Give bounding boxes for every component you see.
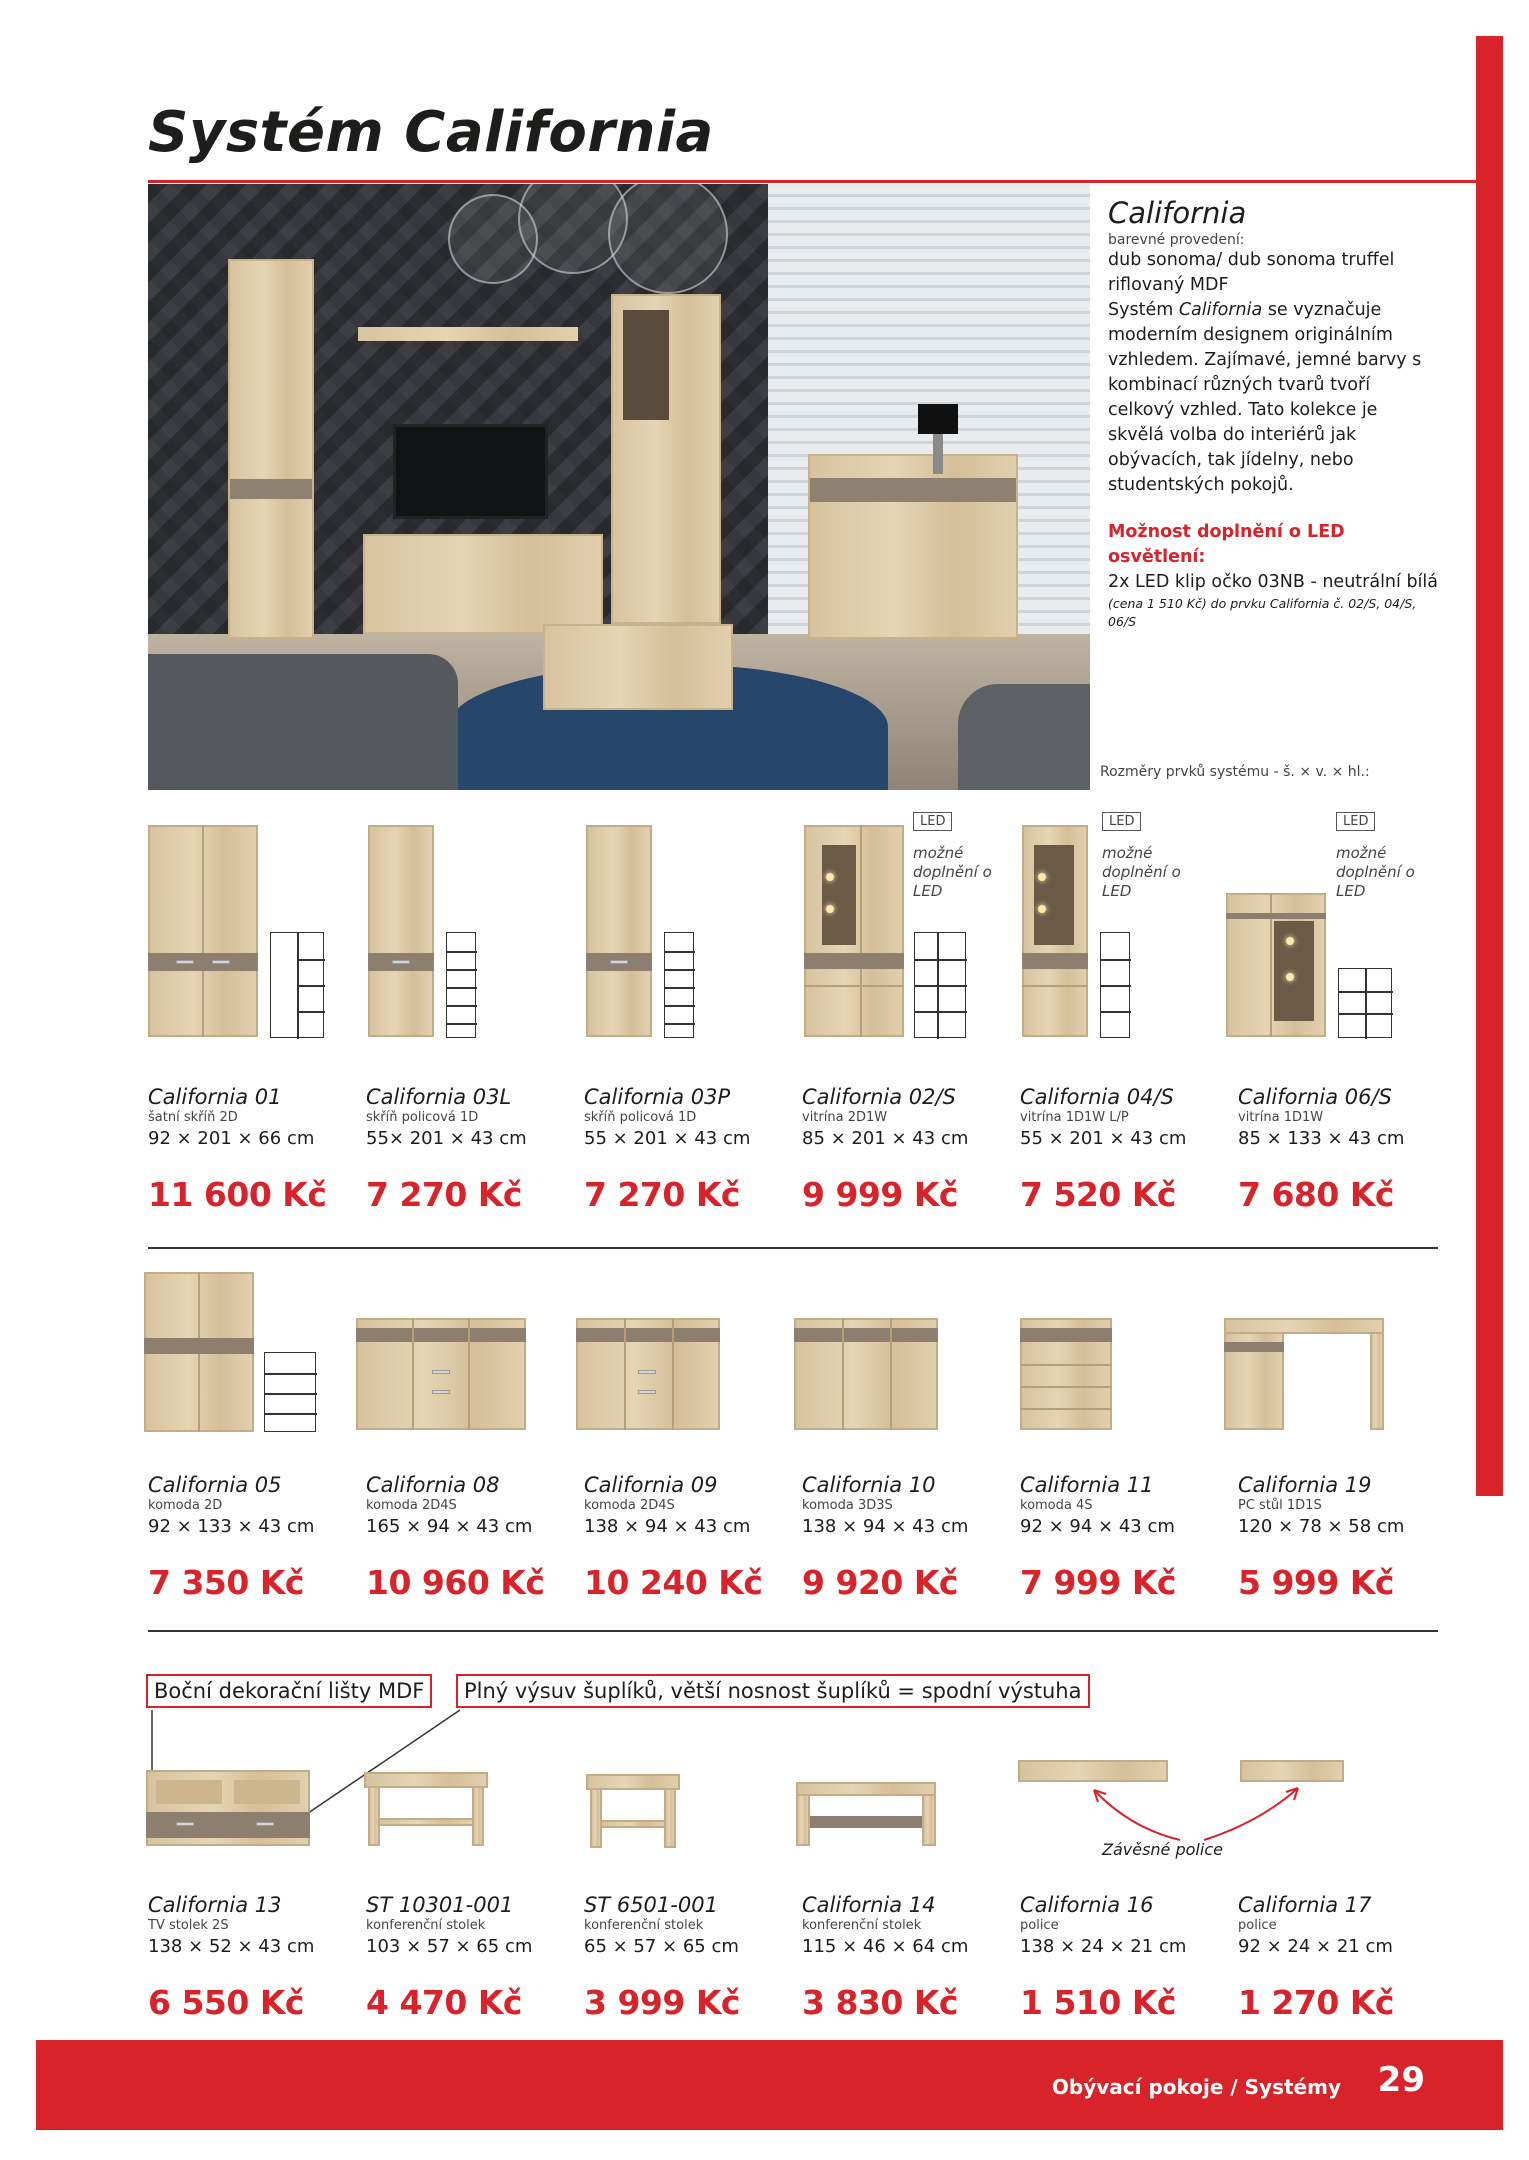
page-number: 29 — [1377, 2060, 1425, 2100]
product-image-california-13 — [146, 1770, 310, 1846]
product-dimensions: 103 × 57 × 65 cm — [366, 1936, 533, 1957]
product-dimensions: 55 × 201 × 43 cm — [584, 1128, 751, 1149]
product-dimensions: 65 × 57 × 65 cm — [584, 1936, 739, 1957]
product-price: 9 999 Kč — [802, 1175, 958, 1214]
product-dimensions: 85 × 201 × 43 cm — [802, 1128, 969, 1149]
product-california-17 — [1238, 1893, 1453, 2022]
product-image-california-01 — [148, 825, 258, 1037]
product-name: California 09 — [584, 1473, 718, 1497]
product-dimensions: 85 × 133 × 43 cm — [1238, 1128, 1405, 1149]
product-price: 7 270 Kč — [366, 1175, 522, 1214]
product-name: California 03P — [584, 1085, 731, 1109]
callout-side-trim: Boční dekorační lišty MDF — [146, 1674, 432, 1708]
footer-section-title: Obývací pokoje / Systémy — [1051, 2075, 1341, 2099]
led-tag: LED — [913, 812, 952, 831]
product-price: 9 920 Kč — [802, 1563, 958, 1602]
product-price: 3 999 Kč — [584, 1983, 740, 2022]
dimension-schema — [270, 932, 324, 1038]
hero-vitrine — [611, 294, 721, 624]
product-name: California 10 — [802, 1473, 936, 1497]
hanging-shelves-caption: Závěsné police — [1102, 1840, 1223, 1859]
product-type: PC stůl 1D1S — [1238, 1498, 1322, 1513]
collection-name: California — [1108, 196, 1247, 230]
product-type: komoda 4S — [1020, 1498, 1093, 1513]
product-image-california-09 — [576, 1318, 720, 1430]
product-type: TV stolek 2S — [148, 1918, 229, 1933]
product-california-16 — [1020, 1893, 1235, 2022]
product-price: 1 270 Kč — [1238, 1983, 1394, 2022]
product-name: ST 6501-001 — [584, 1893, 718, 1917]
product-price: 3 830 Kč — [802, 1983, 958, 2022]
product-name: California 11 — [1020, 1473, 1154, 1497]
product-name: California 19 — [1238, 1473, 1372, 1497]
product-image-california-03l — [368, 825, 434, 1037]
variants-label: barevné provedení: — [1108, 232, 1245, 248]
dimensions-caption: Rozměry prvků systému - š. × v. × hl.: — [1100, 764, 1370, 780]
product-california-03p — [584, 1085, 799, 1214]
product-california-11 — [1020, 1473, 1235, 1602]
product-image-st-6501-001 — [586, 1774, 680, 1848]
product-image-st-10301-001 — [364, 1772, 488, 1846]
product-california-19 — [1238, 1473, 1453, 1602]
hero-sideboard — [808, 454, 1018, 639]
led-caption: možné doplnění o LED — [1336, 844, 1415, 900]
product-california-05 — [148, 1473, 363, 1602]
product-image-california-19 — [1224, 1318, 1384, 1430]
table-lamp — [918, 404, 958, 434]
hero-wardrobe — [228, 259, 314, 639]
page-footer — [36, 2040, 1503, 2130]
product-image-california-03p — [586, 825, 652, 1037]
hero-tv-stand — [363, 534, 603, 634]
product-california-01 — [148, 1085, 363, 1214]
product-type: konferenční stolek — [584, 1918, 704, 1933]
callout-drawers: Plný výsuv šuplíků, větší nosnost šuplíků = spodní výstuha — [456, 1674, 1090, 1708]
product-image-california-06s — [1226, 893, 1326, 1037]
product-image-california-08 — [356, 1318, 526, 1430]
product-price: 10 240 Kč — [584, 1563, 763, 1602]
product-dimensions: 55 × 201 × 43 cm — [1020, 1128, 1187, 1149]
product-california-13 — [148, 1893, 363, 2022]
side-accent-bar — [1476, 36, 1503, 1496]
led-note: (cena 1 510 Kč) do prvku California č. 02/S, 04/S, 06/S — [1108, 596, 1417, 629]
product-price: 5 999 Kč — [1238, 1563, 1394, 1602]
product-california-10 — [802, 1473, 1017, 1602]
product-dimensions: 115 × 46 × 64 cm — [802, 1936, 969, 1957]
product-california-08 — [366, 1473, 581, 1602]
product-name: California 05 — [148, 1473, 282, 1497]
hero-tv — [393, 424, 548, 519]
finish-line: dub sonoma/ dub sonoma truffel — [1108, 250, 1395, 270]
led-heading: Možnost doplnění o LED osvětlení: — [1108, 522, 1345, 567]
product-type: vitrína 2D1W — [802, 1110, 888, 1125]
product-dimensions: 92 × 94 × 43 cm — [1020, 1516, 1175, 1537]
product-price: 4 470 Kč — [366, 1983, 522, 2022]
product-dimensions: 138 × 52 × 43 cm — [148, 1936, 315, 1957]
dimension-schema — [1338, 968, 1392, 1038]
hero-room-photo — [148, 184, 1090, 790]
product-dimensions: 92 × 24 × 21 cm — [1238, 1936, 1393, 1957]
product-st-6501-001 — [584, 1893, 799, 2022]
product-dimensions: 138 × 24 × 21 cm — [1020, 1936, 1187, 1957]
sofa — [958, 684, 1090, 790]
product-california-03l — [366, 1085, 581, 1214]
product-price: 6 550 Kč — [148, 1983, 304, 2022]
product-name: California 17 — [1238, 1893, 1372, 1917]
product-dimensions: 92 × 201 × 66 cm — [148, 1128, 315, 1149]
product-price: 7 520 Kč — [1020, 1175, 1176, 1214]
product-type: skříň policová 1D — [366, 1110, 479, 1125]
product-price: 7 350 Kč — [148, 1563, 304, 1602]
product-image-california-10 — [794, 1318, 938, 1430]
product-type: vitrína 1D1W — [1238, 1110, 1324, 1125]
led-tag: LED — [1336, 812, 1375, 831]
dimension-schema — [264, 1352, 316, 1432]
product-price: 11 600 Kč — [148, 1175, 327, 1214]
led-caption: možné doplnění o LED — [1102, 844, 1181, 900]
product-type: konferenční stolek — [366, 1918, 486, 1933]
product-california-06s — [1238, 1085, 1453, 1214]
product-name: ST 10301-001 — [366, 1893, 514, 1917]
product-name: California 04/S — [1020, 1085, 1174, 1109]
product-price: 10 960 Kč — [366, 1563, 545, 1602]
product-dimensions: 92 × 133 × 43 cm — [148, 1516, 315, 1537]
product-dimensions: 55× 201 × 43 cm — [366, 1128, 527, 1149]
product-dimensions: 120 × 78 × 58 cm — [1238, 1516, 1405, 1537]
product-price: 1 510 Kč — [1020, 1983, 1176, 2022]
product-type: komoda 2D4S — [584, 1498, 675, 1513]
product-type: komoda 3D3S — [802, 1498, 893, 1513]
product-california-02s — [802, 1085, 1017, 1214]
product-name: California 06/S — [1238, 1085, 1392, 1109]
led-text: 2x LED klip očko 03NB - neutrální bílá — [1108, 572, 1439, 592]
product-type: vitrína 1D1W L/P — [1020, 1110, 1129, 1125]
product-type: šatní skříň 2D — [148, 1110, 238, 1125]
finish-line: riflovaný MDF — [1108, 275, 1229, 295]
product-image-california-02s — [804, 825, 904, 1037]
collection-info — [1108, 196, 1438, 631]
product-name: California 02/S — [802, 1085, 956, 1109]
product-image-california-05 — [144, 1272, 254, 1432]
product-price: 7 680 Kč — [1238, 1175, 1394, 1214]
product-california-14 — [802, 1893, 1017, 2022]
product-name: California 01 — [148, 1085, 282, 1109]
collection-description: Systém California se vyznačuje moderním designem originálním vzhledem. Zajímavé, jemné barvy s kombinací různých tvarů tvoří celkový vzhled. Tato kolekce je skvělá volba do interiérů jak obývacích, tak jídelny, nebo studentských pokojů. — [1108, 300, 1422, 495]
product-dimensions: 165 × 94 × 43 cm — [366, 1516, 533, 1537]
product-st-10301-001 — [366, 1893, 581, 2022]
product-california-09 — [584, 1473, 799, 1602]
row-divider — [148, 1630, 1438, 1632]
led-caption: možné doplnění o LED — [913, 844, 992, 900]
product-image-california-11 — [1020, 1318, 1112, 1430]
product-type: police — [1238, 1918, 1277, 1933]
product-dimensions: 138 × 94 × 43 cm — [584, 1516, 751, 1537]
led-tag: LED — [1102, 812, 1141, 831]
product-type: komoda 2D4S — [366, 1498, 457, 1513]
dimension-schema — [446, 932, 476, 1038]
product-california-04s — [1020, 1085, 1235, 1214]
dimension-schema — [1100, 932, 1130, 1038]
sofa — [148, 654, 458, 790]
product-price: 7 270 Kč — [584, 1175, 740, 1214]
dimension-schema — [664, 932, 694, 1038]
product-name: California 08 — [366, 1473, 500, 1497]
product-name: California 13 — [148, 1893, 282, 1917]
product-image-california-14 — [796, 1782, 936, 1846]
product-image-california-04s — [1022, 825, 1088, 1037]
product-type: konferenční stolek — [802, 1918, 922, 1933]
product-name: California 03L — [366, 1085, 512, 1109]
product-dimensions: 138 × 94 × 43 cm — [802, 1516, 969, 1537]
title-rule — [148, 180, 1476, 183]
product-type: skříň policová 1D — [584, 1110, 697, 1125]
product-price: 7 999 Kč — [1020, 1563, 1176, 1602]
row-divider — [148, 1247, 1438, 1249]
dimension-schema — [914, 932, 966, 1038]
page-title: Systém California — [148, 100, 714, 165]
product-name: California 14 — [802, 1893, 936, 1917]
product-type: komoda 2D — [148, 1498, 223, 1513]
hero-coffee-table — [543, 624, 733, 710]
product-type: police — [1020, 1918, 1059, 1933]
product-name: California 16 — [1020, 1893, 1154, 1917]
hero-wall-shelf — [358, 327, 578, 341]
